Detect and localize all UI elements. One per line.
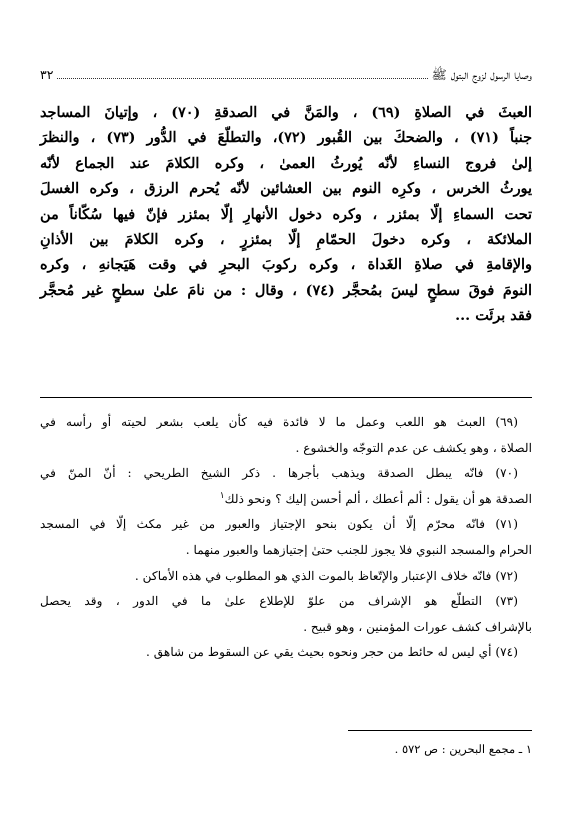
note-73-line-2: بالإشراف كشف عورات المؤمنين ، وهو قبيح . [303, 619, 532, 634]
note-70-text: الصدقة هو أن يقول : ألم أعطك ، ألم أحسن إليك ؟ ونحو ذلك [224, 491, 532, 506]
page-number: ٣٢ [40, 67, 54, 82]
footnote-reference: ١ [219, 490, 225, 501]
note-70-line-1: (٧٠) فانّه يبطل الصدقة ويذهب بأجرها . ذكر الشيخ الطريحي : أنّ المنّ في [40, 466, 518, 481]
body-line: والإقامةِ في صلاةِ الغَداة ، وكره ركوبَ البحرِ في وقت هَيَجانهِ ، وكره [40, 256, 532, 274]
note-70-line-2 [40, 487, 532, 513]
footnote: ١ ـ مجمع البحرين : ص ٥٧٢ . [394, 742, 532, 756]
note-71-line-2: الحرام والمسجد النبوي فلا يجوز للجنب حتىٰ إجتيازهما والعبور منهما . [185, 542, 532, 557]
body-line: النومَ فوقَ سطحٍ ليسَ بمُحجَّر (٧٤) ، وقال : من نامَ علىٰ سطحٍ غير مُحجَّر [40, 281, 532, 299]
body-line: فقد برئَت ... [455, 307, 532, 325]
running-title: وصايا الرسول لزوج البتول ﷺ [431, 67, 532, 82]
body-line: الملائكة ، وكره دخولَ الحمّامِ إلّا بمئزرٍ ، وكره الكلامَ بين الأذانِ [40, 231, 532, 249]
note-69-line-2: الصلاة ، وهو يكشف عن عدم التوجّه والخشوع . [295, 440, 532, 455]
commentary-notes [40, 410, 532, 666]
note-74: (٧٤) أي ليس له حائط من حجر ونحوه بحيث يقي عن السقوط من شاهق . [146, 645, 518, 660]
body-line: إلىٰ فروج النساءِ لأنّه يُورثُ العمىٰ ، وكره الكلامَ عند الجماع لأنّه [40, 154, 532, 172]
note-73-line-1: (٧٣) التطلّع هو الإشراف من علوّ للإطلاع علىٰ ما في الدور ، وقد يحصل [40, 594, 518, 609]
note-72: (٧٢) فانّه خلاف الإعتبار والإتّعاظ بالموت الذي هو المطلوب في هذه الأماكن . [134, 568, 518, 583]
body-line: جنباً (٧١) ، والضحكَ بين القُبور (٧٢)، والتطلّعَ في الدُّور (٧٣) ، والنظرَ [40, 129, 532, 147]
notes-divider [40, 397, 532, 398]
main-text [40, 100, 532, 329]
body-line: يورثُ الخرس ، وكرِه النوم بين العشائين لأنّه يُحرم الرزق ، وكره الغسلَ [40, 180, 532, 198]
note-71-line-1: (٧١) فانّه محرّم إلّا أن يكون بنحو الإجتياز والعبور من غير مكث إلّا في المسجد [40, 517, 518, 532]
running-header [40, 61, 532, 83]
footnote-divider [348, 730, 532, 731]
body-line: العبثَ في الصلاةِ (٦٩) ، والمَنَّ في الصدقةِ (٧٠) ، وإتيانَ المساجد [40, 104, 532, 121]
note-69-line-1: (٦٩) العبث هو اللعب وعمل ما لا فائدة فيه كأن يلعب بشعر لحيته أو رأسه في [40, 415, 518, 429]
header-dot-leader [57, 78, 427, 79]
body-line: تحت السماءِ إلّا بمئزر ، وكره دخول الأنهارِ إلّا بمئزر فإنّ فيها سُكّاناً من [40, 205, 532, 223]
